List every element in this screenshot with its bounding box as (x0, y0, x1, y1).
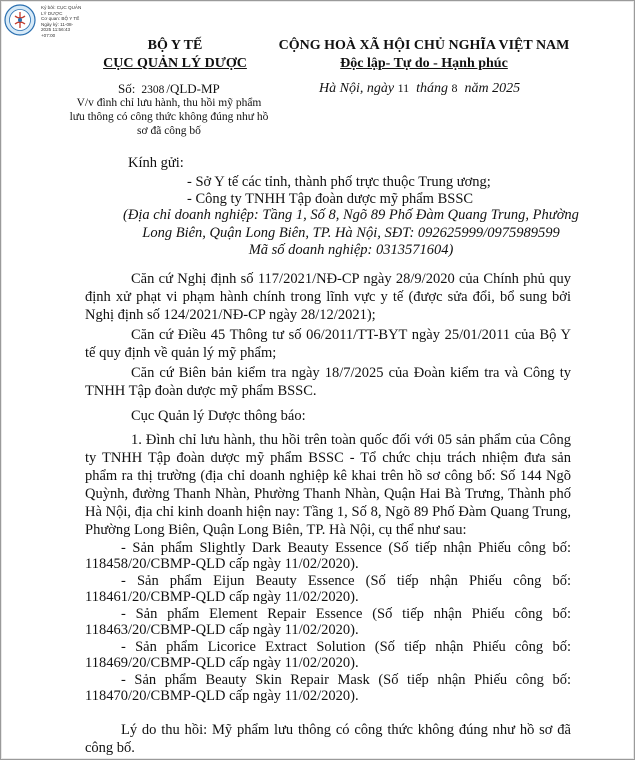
date-prefix: Hà Nội, ngày (319, 81, 395, 96)
doc-number-value: 2308 (141, 84, 165, 96)
signature-line: 2025 11:56:43 (41, 27, 71, 33)
date-month-label: tháng (416, 81, 449, 96)
nation-name: CỘNG HOÀ XÃ HỘI CHỦ NGHĨA VIỆT NAM (278, 38, 570, 53)
address-text: (Địa chỉ doanh nghiệp: Tầng 1, Số 8, Ngõ 89 Phố Đàm Quang Trung, Phường Long Biên, Quận Long Biên, TP. Hà Nội, SĐT: 092625999/0975989599 (123, 207, 579, 241)
ministry-name: BỘ Y TẾ (147, 38, 203, 53)
document-date (319, 81, 520, 97)
ministry-seal-icon (4, 4, 36, 36)
paragraph-legal-basis-2: Căn cứ Điều 45 Thông tư số 06/2011/TT-BYT ngày 25/01/2011 của Bộ Y tế quy định về quản lý mỹ phẩm; (85, 327, 571, 361)
signature-line: Ký bởi: CỤC QUẢN (41, 5, 82, 10)
signature-line: Ngày ký: 11-08- (41, 21, 74, 27)
tax-code: Mã số doanh nghiệp: 0313571604) (248, 242, 454, 258)
date-year: năm 2025 (464, 81, 521, 96)
paragraph-announcement: Cục Quản lý Dược thông báo: (131, 408, 306, 424)
signature-line: LÝ DƯỢC (41, 10, 63, 16)
date-day: 11 (397, 81, 410, 95)
doc-number-prefix: Số: (118, 81, 136, 96)
greeting: Kính gửi: (128, 155, 184, 171)
product-item: - Sản phẩm Beauty Skin Repair Mask (Số tiếp nhận Phiếu công bố: 118470/20/CBMP-QLD cấp ngày 11/02/2020). (85, 672, 571, 704)
product-item: - Sản phẩm Element Repair Essence (Số tiếp nhận Phiếu công bố: 118463/20/CBMP-QLD cấp ngày 11/02/2020). (85, 606, 571, 638)
issuer-block (61, 38, 289, 72)
paragraph-legal-basis-3: Căn cứ Biên bản kiểm tra ngày 18/7/2025 của Đoàn kiểm tra và Công ty TNHH Tập đoàn dược mỹ phẩm BSSC. (85, 365, 571, 399)
document-subject: V/v đình chỉ lưu hành, thu hồi mỹ phẩm lưu thông có công thức không đúng như hồ sơ đã công bố (69, 97, 269, 137)
signature-line: Cơ quan: BỘ Y TẾ (41, 16, 80, 22)
department-name: CỤC QUẢN LÝ DƯỢC (103, 56, 247, 71)
recipient-1: - Sở Y tế các tỉnh, thành phố trực thuộc Trung ương; (187, 174, 491, 190)
doc-number-code: /QLD-MP (166, 81, 220, 96)
digital-signature-stamp (41, 5, 105, 39)
signature-line: +07:00 (41, 32, 56, 38)
national-heading (259, 38, 589, 72)
recipient-address (111, 207, 591, 260)
product-item: - Sản phẩm Licorice Extract Solution (Số tiếp nhận Phiếu công bố: 118469/20/CBMP-QLD cấp ngày 11/02/2020). (85, 639, 571, 671)
recipient-2: - Công ty TNHH Tập đoàn dược mỹ phẩm BSSC (187, 191, 474, 207)
date-month: 8 (451, 81, 458, 95)
recall-reason: Lý do thu hồi: Mỹ phẩm lưu thông có công thức không đúng như hồ sơ đã công bố. (85, 722, 571, 756)
paragraph-decision-1: 1. Đình chỉ lưu hành, thu hồi trên toàn quốc đối với 05 sản phẩm của Công ty TNHH Tập đoàn dược mỹ phẩm BSSC - Tổ chức chịu trách nhiệm đưa sản phẩm ra thị trường (địa chỉ doanh nghiệp kê khai trên hồ sơ công bố: Số 144 Ngõ Quỳnh, đường Thanh Nhàn, Phường Thanh Nhàn, Quận Hai Bà Trưng, Thành phố Hà Nội, địa chỉ kinh doanh hiện nay: Tầng 1, Số 8, Ngõ 89 Phố Đàm Quang Trung, Phường Long Biên, Quận Long Biên, TP. Hà Nội, cụ thể như sau: (85, 432, 571, 538)
national-motto: Độc lập- Tự do - Hạnh phúc (340, 56, 508, 71)
product-item: - Sản phẩm Eijun Beauty Essence (Số tiếp nhận Phiếu công bố: 118461/20/CBMP-QLD cấp ngày 11/02/2020). (85, 573, 571, 605)
paragraph-legal-basis-1: Căn cứ Nghị định số 117/2021/NĐ-CP ngày 28/9/2020 của Chính phủ quy định xử phạt vi phạm hành chính trong lĩnh vực y tế (được sửa đổi, bổ sung bởi Nghị định số 124/2021/NĐ-CP ngày 28/12/2021); (85, 271, 571, 323)
document-number (118, 81, 220, 97)
product-item: - Sản phẩm Slightly Dark Beauty Essence (Số tiếp nhận Phiếu công bố: 118458/20/CBMP-QLD cấp ngày 11/02/2020). (85, 540, 571, 572)
